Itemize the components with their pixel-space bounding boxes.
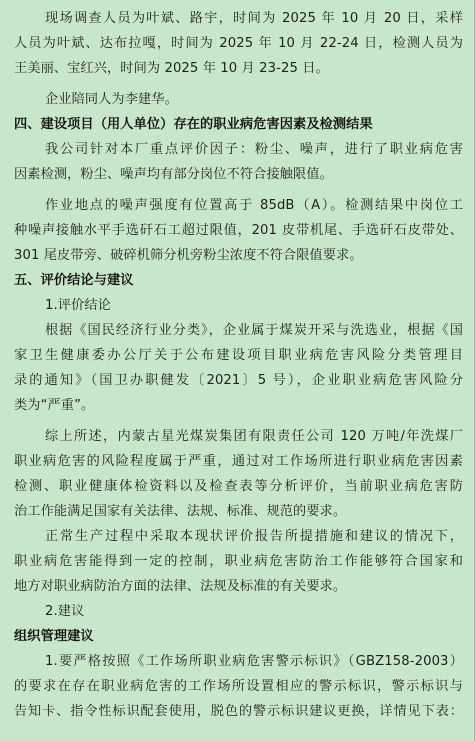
- paragraph-line: 检测、职业健康体检资料以及检查表等分析评价，当前职业病危害防: [14, 479, 463, 494]
- paragraph-line: 根据《国民经济行业分类》，企业属于煤炭开采与洗选业，根据《国: [45, 323, 463, 338]
- section-heading: 组织管理建议: [14, 629, 94, 644]
- paragraph-line: 因素检测，粉尘、噪声均有部分岗位不符合接触限值。: [14, 167, 333, 182]
- section-heading: 五、评价结论与建议: [14, 273, 134, 288]
- paragraph-line: 现场调查人员为叶斌、路宇，时间为 2025 年 10 月 20 日，采样: [45, 11, 463, 26]
- subsection-heading: 2.建议: [45, 604, 85, 619]
- paragraph-line: 正常生产过程中采取本现状评价报告所提措施和建议的情况下，: [45, 529, 463, 544]
- paragraph-line: 职业病危害能得到一定的控制，职业病危害防治工作能够符合国家和: [14, 554, 463, 569]
- paragraph-line: 301 尾皮带旁、破碎机筛分机旁粉尘浓度不符合限值要求。: [14, 248, 363, 263]
- subsection-heading: 1.评价结论: [45, 298, 111, 313]
- paragraph-line: 作业地点的噪声强度有位置高于 85dB（A）。检测结果中岗位工: [45, 198, 463, 213]
- paragraph-line: 的要求在存在职业病危害的工作场所设置相应的警示标识，警示标识与: [14, 679, 463, 694]
- paragraph-line: 我公司针对本厂重点评价因子：粉尘、噪声，进行了职业病危害: [45, 142, 463, 157]
- paragraph-line: 地方对职业病防治方面的法律、法规及标准的有关要求。: [14, 579, 347, 594]
- paragraph-line: 人员为叶斌、达布拉嘎，时间为 2025 年 10 月 22-24 日，检测人员为: [14, 36, 463, 51]
- paragraph-line: 家卫生健康委办公厅关于公布建设项目职业病危害风险分类管理目: [14, 348, 463, 363]
- paragraph-line: 王美丽、宝红兴，时间为 2025 年 10 月 23-25 日。: [14, 61, 329, 76]
- paragraph-line: 录的通知》（国卫办职健发〔2021〕5 号），企业职业病危害风险分: [14, 373, 463, 388]
- paragraph-line: 治工作能满足国家有关法律、法规、标准、规范的要求。: [14, 504, 347, 519]
- paragraph-line: 告知卡、指令性标识配套使用，脱色的警示标识建议更换，详情见下表：: [14, 704, 463, 719]
- paragraph-line: 类为“严重”。: [14, 398, 95, 413]
- paragraph-line: 种噪声接触水平手选矸石工超过限值，201 皮带机尾、手选矸石皮带处、: [14, 223, 463, 238]
- section-heading: 四、建设项目（用人单位）存在的职业病危害因素及检测结果: [14, 117, 373, 132]
- paragraph-line: 综上所述，内蒙古星光煤炭集团有限责任公司 120 万吨/年洗煤厂: [45, 429, 463, 444]
- paragraph-line: 企业陪同人为李建华。: [45, 92, 178, 107]
- paragraph-line: 职业病危害的风险程度属于严重，通过对工作场所进行职业病危害因素: [14, 454, 463, 469]
- paragraph-line: 1.要严格按照《工作场所职业病危害警示标识》（GBZ158-2003）: [45, 654, 463, 669]
